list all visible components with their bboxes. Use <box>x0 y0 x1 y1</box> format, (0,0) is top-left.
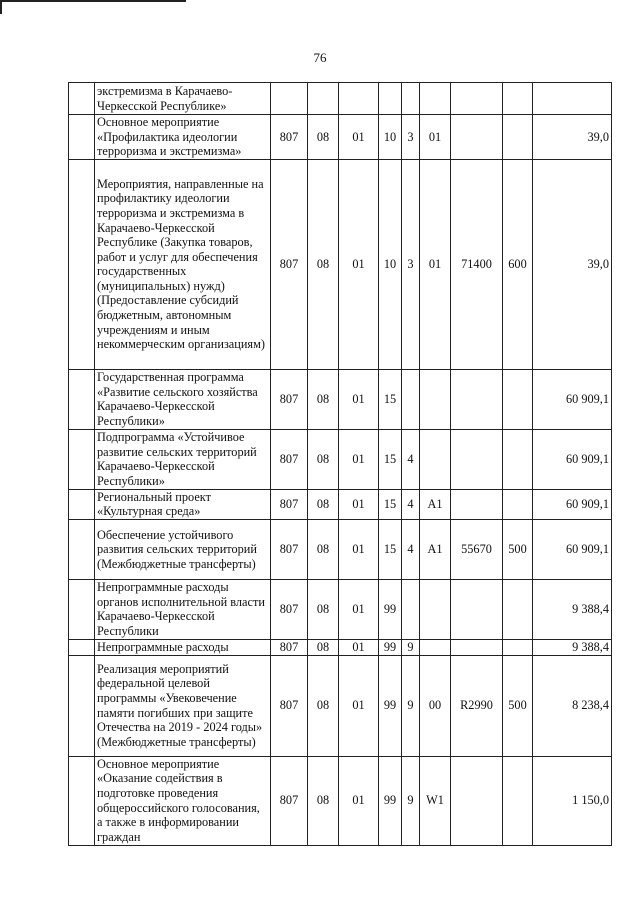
row-index-cell <box>69 519 95 579</box>
cell-gr: 807 <box>271 489 308 519</box>
page-number: 76 <box>313 50 327 65</box>
cell-p1: 10 <box>379 115 402 160</box>
cell-p3 <box>420 83 451 115</box>
cell-rz: 08 <box>308 159 339 369</box>
cell-rz: 08 <box>308 489 339 519</box>
row-index-cell <box>69 159 95 369</box>
cell-p3 <box>420 579 451 639</box>
cell-p3 <box>420 639 451 655</box>
cell-gr: 807 <box>271 655 308 756</box>
cell-p3 <box>420 369 451 429</box>
cell-pr: 01 <box>339 429 379 489</box>
row-index-cell <box>69 83 95 115</box>
cell-p3: A1 <box>420 519 451 579</box>
cell-p1 <box>379 83 402 115</box>
cell-vr <box>503 489 533 519</box>
scan-edge-top <box>0 0 186 2</box>
cell-p1: 15 <box>379 489 402 519</box>
cell-vr <box>503 429 533 489</box>
cell-p3: W1 <box>420 756 451 845</box>
table-row <box>69 83 612 115</box>
cell-gr <box>271 83 308 115</box>
cell-pr: 01 <box>339 639 379 655</box>
table-row <box>69 115 612 160</box>
cell-p3 <box>420 429 451 489</box>
cell-sum: 60 909,1 <box>533 489 612 519</box>
cell-rz: 08 <box>308 115 339 160</box>
table-body <box>69 83 612 846</box>
cell-p1: 99 <box>379 655 402 756</box>
cell-p1: 99 <box>379 756 402 845</box>
cell-p3: 01 <box>420 115 451 160</box>
cell-sum: 60 909,1 <box>533 369 612 429</box>
budget-table <box>68 82 612 846</box>
table-row <box>69 369 612 429</box>
table-row <box>69 655 612 756</box>
cell-rz: 08 <box>308 756 339 845</box>
table-row <box>69 756 612 845</box>
cell-pr <box>339 83 379 115</box>
table-row <box>69 519 612 579</box>
cell-vr <box>503 756 533 845</box>
cell-vr: 600 <box>503 159 533 369</box>
cell-code: R2990 <box>451 655 503 756</box>
table-row <box>69 429 612 489</box>
cell-sum: 60 909,1 <box>533 429 612 489</box>
row-name: Непрограммные расходы органов исполнительной власти Карачаево-Черкесской Республики <box>95 579 271 639</box>
cell-p1: 99 <box>379 579 402 639</box>
cell-sum: 8 238,4 <box>533 655 612 756</box>
row-name: Мероприятия, направленные на профилактику идеологии терроризма и экстремизма в Карачаево-Черкесской Республике (Закупка товаров, работ и услуг для обеспечения государственных (муниципальных) нужд) (Предоставление субсидий бюджетным, автономным учреждениям и иным некоммерческим организациям) <box>95 159 271 369</box>
cell-gr: 807 <box>271 579 308 639</box>
row-index-cell <box>69 429 95 489</box>
cell-vr <box>503 369 533 429</box>
row-index-cell <box>69 756 95 845</box>
row-index-cell <box>69 639 95 655</box>
cell-gr: 807 <box>271 519 308 579</box>
cell-p2: 4 <box>402 519 420 579</box>
cell-gr: 807 <box>271 369 308 429</box>
cell-code <box>451 83 503 115</box>
cell-code <box>451 489 503 519</box>
cell-rz: 08 <box>308 369 339 429</box>
row-name: Государственная программа «Развитие сельского хозяйства Карачаево-Черкесской Республики» <box>95 369 271 429</box>
cell-p1: 15 <box>379 519 402 579</box>
row-index-cell <box>69 369 95 429</box>
cell-gr: 807 <box>271 756 308 845</box>
row-index-cell <box>69 115 95 160</box>
cell-p1: 15 <box>379 429 402 489</box>
cell-p3: A1 <box>420 489 451 519</box>
table-row <box>69 489 612 519</box>
cell-pr: 01 <box>339 489 379 519</box>
cell-p2: 4 <box>402 429 420 489</box>
row-name: Подпрограмма «Устойчивое развитие сельских территорий Карачаево-Черкесской Республики» <box>95 429 271 489</box>
cell-rz: 08 <box>308 655 339 756</box>
cell-p2 <box>402 579 420 639</box>
row-name: Обеспечение устойчивого развития сельских территорий (Межбюджетные трансферты) <box>95 519 271 579</box>
table-row <box>69 639 612 655</box>
row-name: Непрограммные расходы <box>95 639 271 655</box>
cell-vr: 500 <box>503 655 533 756</box>
cell-vr <box>503 579 533 639</box>
row-name: Основное мероприятие «Оказание содействия в подготовке проведения общероссийского голосования, а также в информировании граждан <box>95 756 271 845</box>
cell-p2: 4 <box>402 489 420 519</box>
cell-p2 <box>402 369 420 429</box>
cell-sum: 9 388,4 <box>533 639 612 655</box>
cell-gr: 807 <box>271 639 308 655</box>
cell-p2: 9 <box>402 655 420 756</box>
cell-p2: 3 <box>402 115 420 160</box>
cell-rz: 08 <box>308 579 339 639</box>
row-name: экстремизма в Карачаево-Черкесской Республике» <box>95 83 271 115</box>
row-name: Основное мероприятие «Профилактика идеологии терроризма и экстремизма» <box>95 115 271 160</box>
cell-p3: 01 <box>420 159 451 369</box>
cell-pr: 01 <box>339 159 379 369</box>
cell-sum: 9 388,4 <box>533 579 612 639</box>
cell-code <box>451 369 503 429</box>
row-index-cell <box>69 489 95 519</box>
cell-p3: 00 <box>420 655 451 756</box>
cell-pr: 01 <box>339 655 379 756</box>
cell-rz: 08 <box>308 429 339 489</box>
cell-vr <box>503 115 533 160</box>
cell-gr: 807 <box>271 159 308 369</box>
scan-edge-left <box>0 0 2 14</box>
cell-code <box>451 639 503 655</box>
cell-pr: 01 <box>339 579 379 639</box>
cell-gr: 807 <box>271 429 308 489</box>
cell-sum: 39,0 <box>533 115 612 160</box>
cell-vr: 500 <box>503 519 533 579</box>
cell-code: 55670 <box>451 519 503 579</box>
cell-sum: 39,0 <box>533 159 612 369</box>
cell-rz: 08 <box>308 639 339 655</box>
row-name: Реализация мероприятий федеральной целевой программы «Увековечение памяти погибших при защите Отечества на 2019 - 2024 годы» (Межбюджетные трансферты) <box>95 655 271 756</box>
cell-pr: 01 <box>339 756 379 845</box>
cell-code <box>451 429 503 489</box>
cell-p2: 3 <box>402 159 420 369</box>
cell-sum: 60 909,1 <box>533 519 612 579</box>
cell-code: 71400 <box>451 159 503 369</box>
table-row <box>69 159 612 369</box>
cell-p2 <box>402 83 420 115</box>
cell-sum <box>533 83 612 115</box>
cell-pr: 01 <box>339 369 379 429</box>
cell-code <box>451 756 503 845</box>
cell-code <box>451 115 503 160</box>
cell-rz: 08 <box>308 519 339 579</box>
row-index-cell <box>69 655 95 756</box>
cell-rz <box>308 83 339 115</box>
cell-vr <box>503 83 533 115</box>
table-row <box>69 579 612 639</box>
cell-p1: 99 <box>379 639 402 655</box>
cell-pr: 01 <box>339 519 379 579</box>
cell-code <box>451 579 503 639</box>
cell-p2: 9 <box>402 639 420 655</box>
row-index-cell <box>69 579 95 639</box>
cell-vr <box>503 639 533 655</box>
cell-gr: 807 <box>271 115 308 160</box>
cell-pr: 01 <box>339 115 379 160</box>
cell-p1: 15 <box>379 369 402 429</box>
cell-p1: 10 <box>379 159 402 369</box>
cell-sum: 1 150,0 <box>533 756 612 845</box>
row-name: Региональный проект «Культурная среда» <box>95 489 271 519</box>
cell-p2: 9 <box>402 756 420 845</box>
